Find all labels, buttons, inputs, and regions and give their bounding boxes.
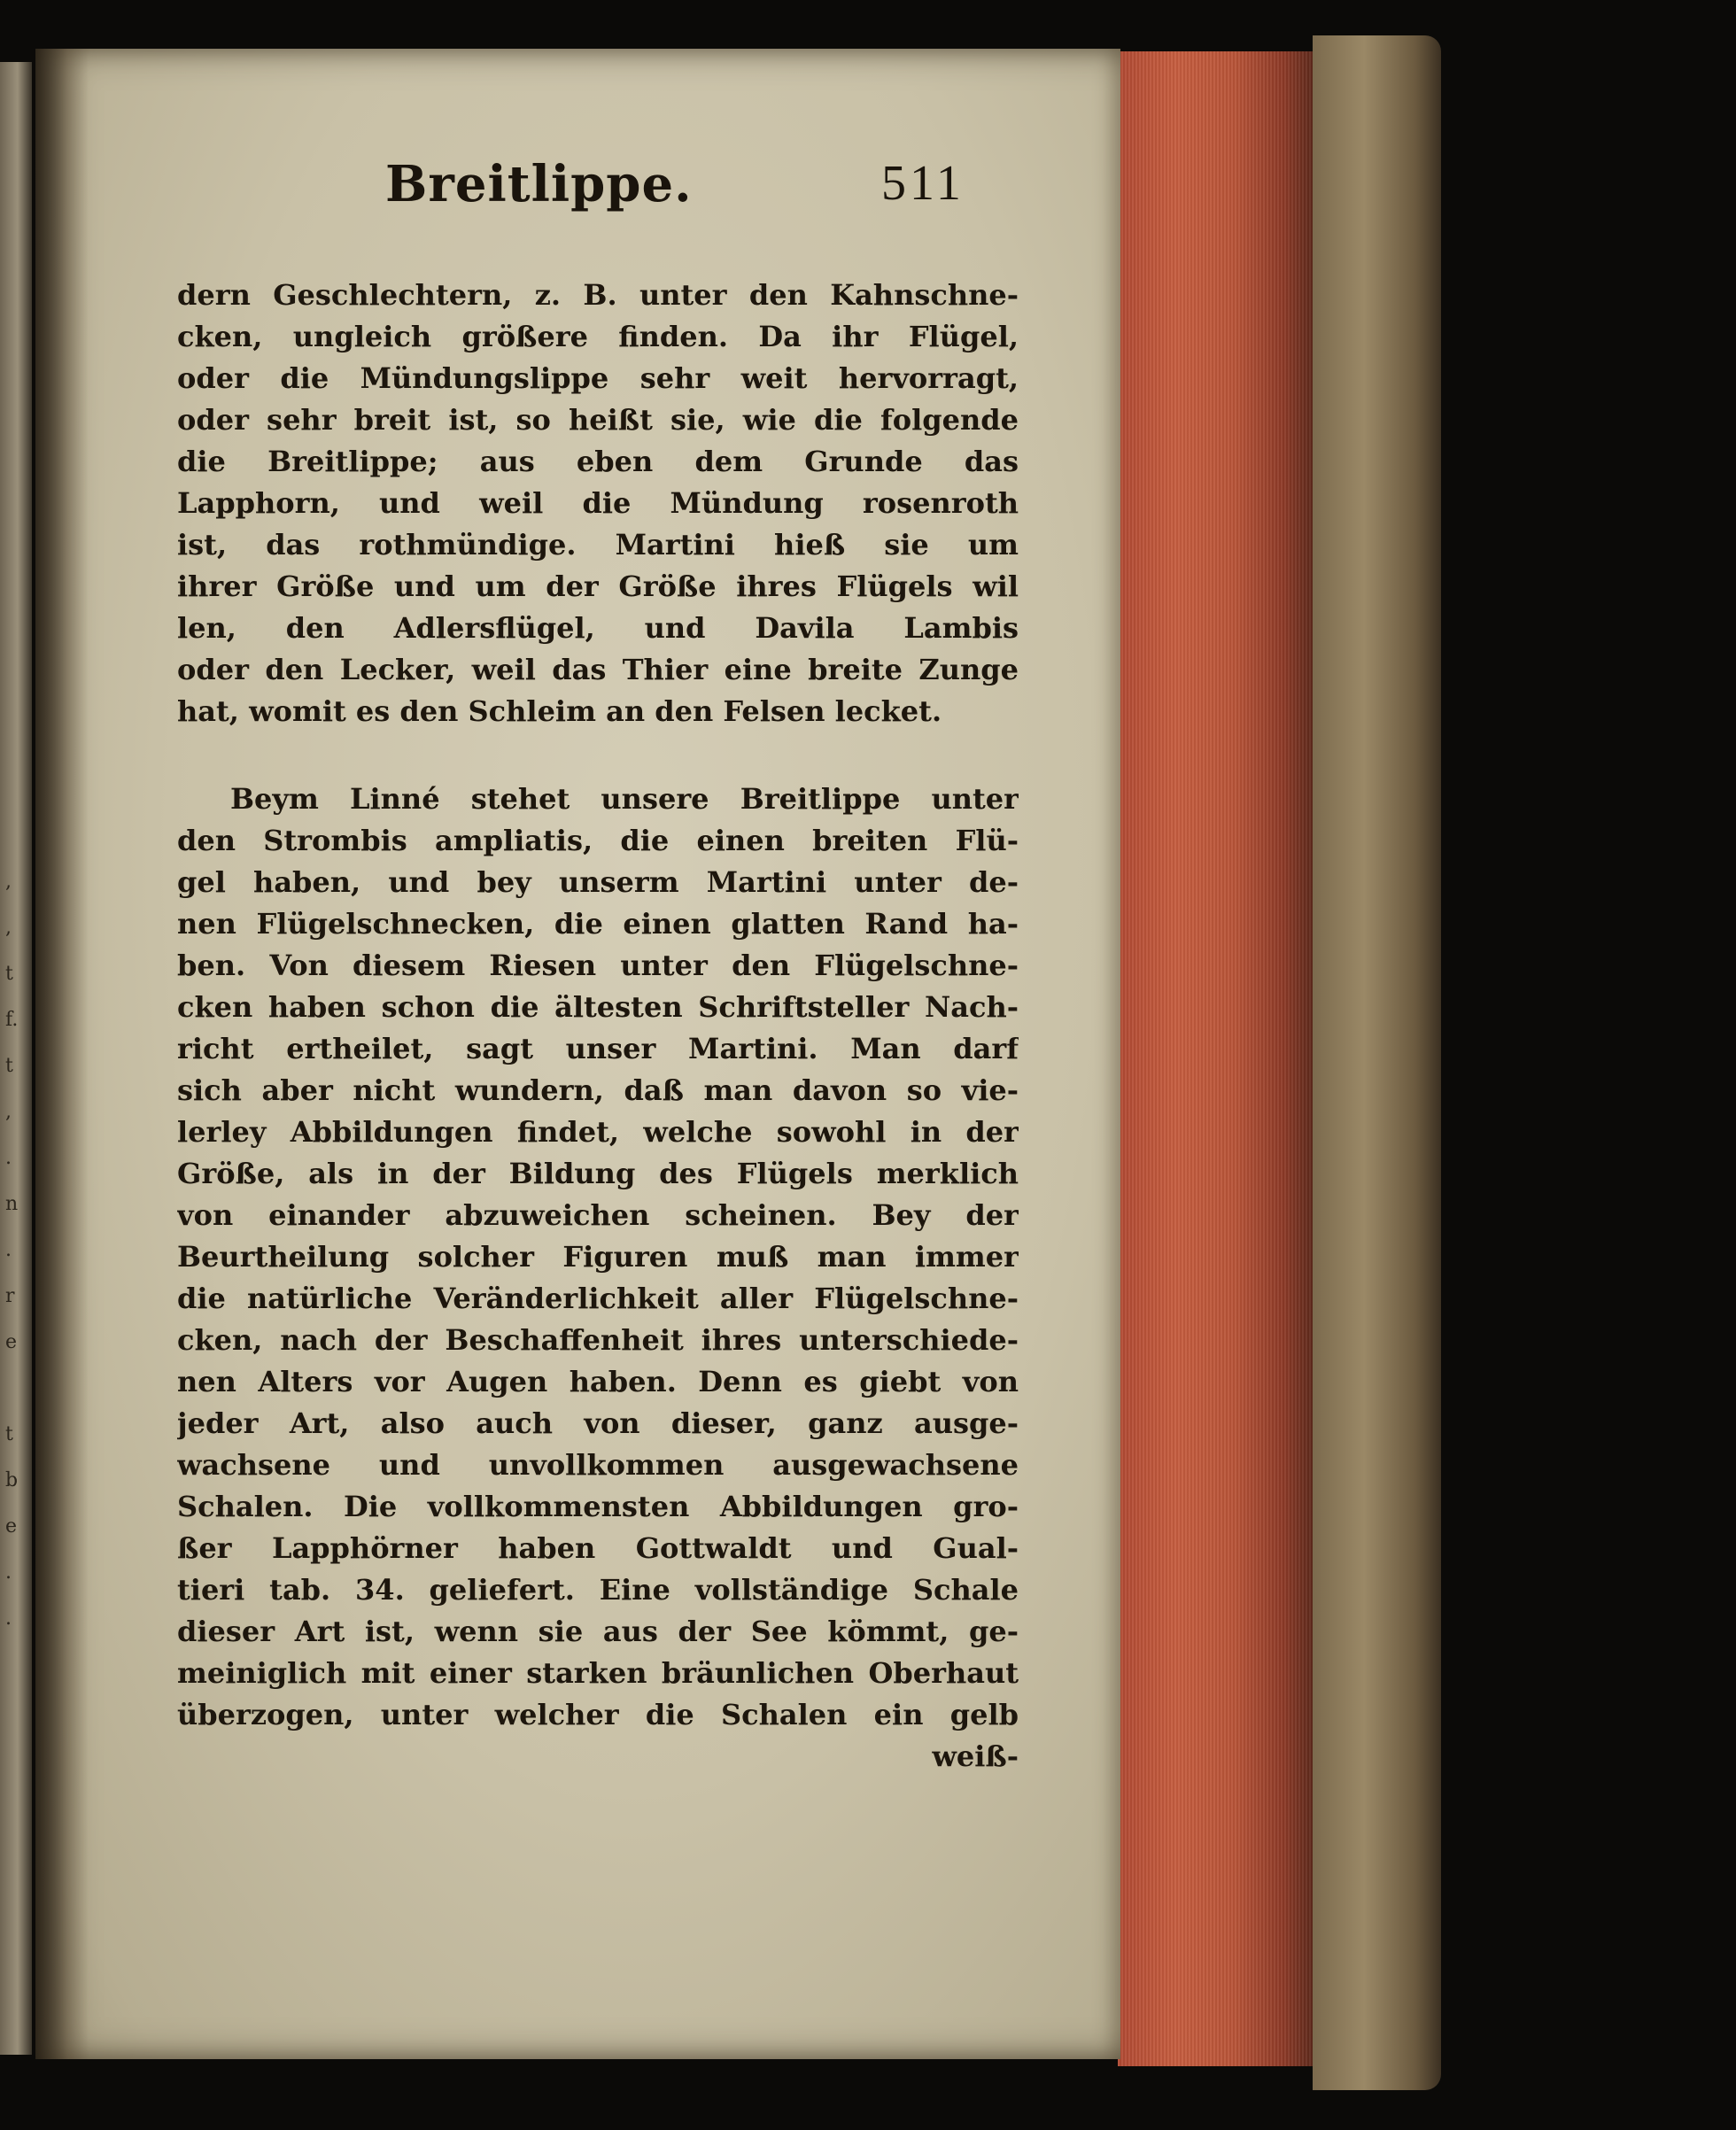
page-gutter-shadow <box>35 49 89 2059</box>
text-line: jeder Art, also auch von dieser, ganz ausge- <box>177 1406 1019 1440</box>
text-line: dern Geschlechtern, z. B. unter den Kahnschne- <box>177 278 1019 312</box>
text-line: gel haben, und bey unserm Martini unter de- <box>177 865 1019 899</box>
text-line: sich aber nicht wundern, daß man davon so vie- <box>177 1073 1019 1107</box>
page-number: 511 <box>881 156 965 211</box>
text-line: len, den Adlersflügel, und Davila Lambis <box>177 611 1019 645</box>
text-line: hat, womit es den Schleim an den Felsen lecket. <box>177 694 942 728</box>
text-line: Beurtheilung solcher Figuren muß man immer <box>177 1240 1019 1274</box>
text-line: cken haben schon die ältesten Schriftsteller Nach- <box>177 990 1019 1024</box>
body-text <box>177 275 1019 1778</box>
text-line: lerley Abbildungen findet, welche sowohl in der <box>177 1115 1019 1149</box>
text-line: ihrer Größe und um der Größe ihres Flügels wil <box>177 569 1019 603</box>
text-line: ben. Von diesem Riesen unter den Flügelschne- <box>177 949 1019 982</box>
text-line: den Strombis ampliatis, die einen breiten Flü- <box>177 824 1019 857</box>
text-line: cken, ungleich größere finden. Da ihr Flügel, <box>177 320 1019 353</box>
text-line: Lapphorn, und weil die Mündung rosenroth <box>177 486 1019 520</box>
text-line: Beym Linné stehet unsere Breitlippe unter <box>230 782 1019 816</box>
text-line: Schalen. Die vollkommensten Abbildungen gro- <box>177 1490 1019 1523</box>
catchword: weiß- <box>932 1739 1019 1773</box>
running-head: Breitlippe. <box>385 155 693 213</box>
text-line: nen Alters vor Augen haben. Denn es giebt von <box>177 1365 1019 1398</box>
paragraph-gap <box>177 732 1019 778</box>
text-line: oder den Lecker, weil das Thier eine breite Zunge <box>177 653 1019 686</box>
book-fore-edge <box>1118 51 1313 2066</box>
book-page <box>35 49 1120 2059</box>
text-line: ßer Lapphörner haben Gottwaldt und Gual- <box>177 1531 1019 1565</box>
text-line: richt ertheilet, sagt unser Martini. Man darf <box>177 1032 1019 1065</box>
text-line: meiniglich mit einer starken bräunlichen Oberhaut <box>177 1656 1019 1690</box>
text-line: oder sehr breit ist, so heißt sie, wie die folgende <box>177 403 1019 437</box>
text-line: wachsene und unvollkommen ausgewachsene <box>177 1448 1019 1482</box>
text-line: überzogen, unter welcher die Schalen ein gelb <box>177 1698 1019 1731</box>
facing-page-edge <box>0 62 32 2055</box>
text-line: tieri tab. 34. geliefert. Eine vollständige Schale <box>177 1573 1019 1607</box>
text-line: dieser Art ist, wenn sie aus der See kömmt, ge- <box>177 1615 1019 1648</box>
book-cover-edge <box>1313 35 1441 2090</box>
page-header <box>35 155 1120 235</box>
text-line: Größe, als in der Bildung des Flügels merklich <box>177 1157 1019 1190</box>
text-line: cken, nach der Beschaffenheit ihres unterschiede- <box>177 1323 1019 1357</box>
text-line: die natürliche Veränderlichkeit aller Flügelschne- <box>177 1282 1019 1315</box>
text-line: von einander abzuweichen scheinen. Bey der <box>177 1198 1019 1232</box>
text-line: die Breitlippe; aus eben dem Grunde das <box>177 445 1019 478</box>
text-line: oder die Mündungslippe sehr weit hervorragt, <box>177 361 1019 395</box>
text-line: ist, das rothmündige. Martini hieß sie um <box>177 528 1019 562</box>
text-line: nen Flügelschnecken, die einen glatten Rand ha- <box>177 907 1019 941</box>
facing-page-margin-marks: , , t f. t , . n . r e t b e . . <box>5 871 19 1630</box>
